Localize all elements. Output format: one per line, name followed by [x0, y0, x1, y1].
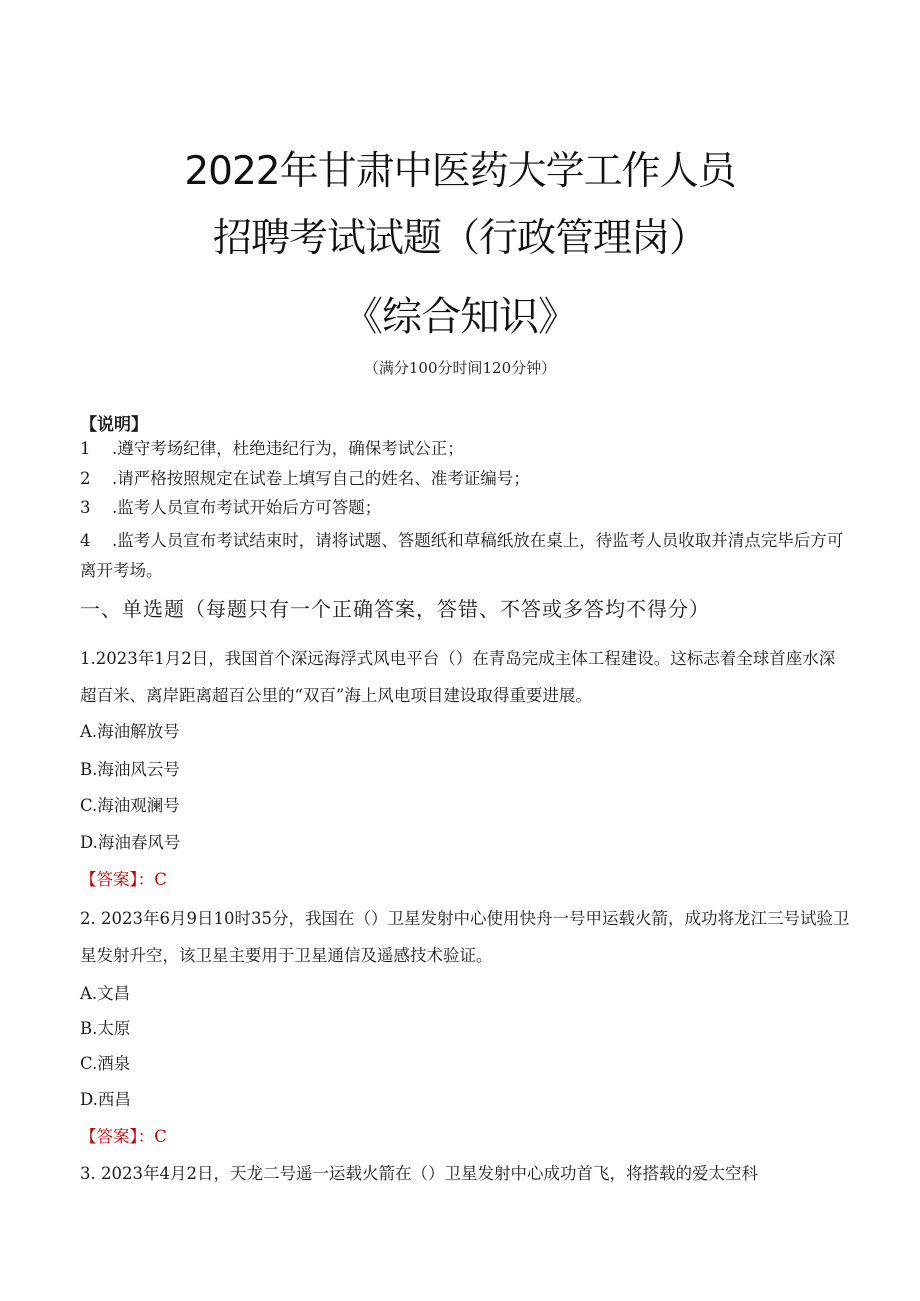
answer-label: 【答案】： — [80, 1127, 155, 1146]
question-2-option-b: B.太原 — [80, 1019, 131, 1038]
question-3-stem: 3. 2023年4月2日，天龙二号遥一运载火箭在（）卫星发射中心成功首飞，将搭载的爱太空科 — [80, 1164, 758, 1183]
rule-text: .请严格按照规定在试卷上填写自己的姓名、准考证编号； — [112, 469, 530, 488]
answer-label: 【答案】： — [80, 870, 155, 889]
question-1-option-b: B.海油风云号 — [80, 760, 180, 779]
rule-text: .监考人员宣布考试开始后方可答题； — [112, 498, 382, 517]
instruction-rule-1 — [80, 438, 850, 460]
rule-number: 1 — [80, 439, 91, 458]
instruction-rule-2 — [80, 468, 850, 490]
question-2-option-a: A.文昌 — [80, 984, 131, 1003]
rule-text: .遵守考场纪律，杜绝违纪行为，确保考试公正； — [112, 439, 464, 458]
question-2-stem: 2. 2023年6月9日10时35分，我国在（）卫星发射中心使用快舟一号甲运载火箭，成功将龙江三号试验卫星发射升空，该卫星主要用于卫星通信及遥感技术验证。 — [80, 909, 850, 965]
title-line-1: 2022年甘肃中医药大学工作人员 — [184, 149, 736, 194]
instructions-heading: 【说明】 — [80, 415, 148, 435]
exam-meta: （满分100分时间120分钟） — [363, 359, 557, 377]
answer-value: C — [154, 870, 167, 889]
question-1-option-d: D.海油春风号 — [80, 833, 181, 852]
rule-number: 2 — [80, 469, 91, 488]
rule-number: 4 — [80, 531, 91, 550]
question-1-option-a: A.海油解放号 — [80, 722, 180, 741]
answer-value: C — [154, 1127, 167, 1146]
section-title: 一、单选题（每题只有一个正确答案，答错、不答或多答均不得分） — [80, 597, 710, 621]
question-2-option-c: C.酒泉 — [80, 1054, 131, 1073]
question-2-answer — [80, 1123, 850, 1147]
question-1-stem: 1.2023年1月2日，我国首个深远海浮式风电平台（）在青岛完成主体工程建设。这标志着全球首座水深超百米、离岸距离超百公里的“双百”海上风电项目建设取得重要进展。 — [80, 649, 836, 705]
rule-text: .监考人员宣布考试结束时，请将试题、答题纸和草稿纸放在桌上，待监考人员收取并清点完毕后方可离开考场。 — [80, 531, 844, 580]
question-1-option-c: C.海油观澜号 — [80, 796, 180, 815]
instruction-rule-4 — [80, 526, 850, 586]
question-2-option-d: D.西昌 — [80, 1090, 131, 1109]
rule-number: 3 — [80, 498, 91, 517]
question-1-answer — [80, 866, 850, 890]
title-line-2: 招聘考试试题（行政管理岗） — [212, 216, 707, 261]
instruction-rule-3 — [80, 497, 850, 519]
title-line-3: 《综合知识》 — [343, 294, 577, 340]
